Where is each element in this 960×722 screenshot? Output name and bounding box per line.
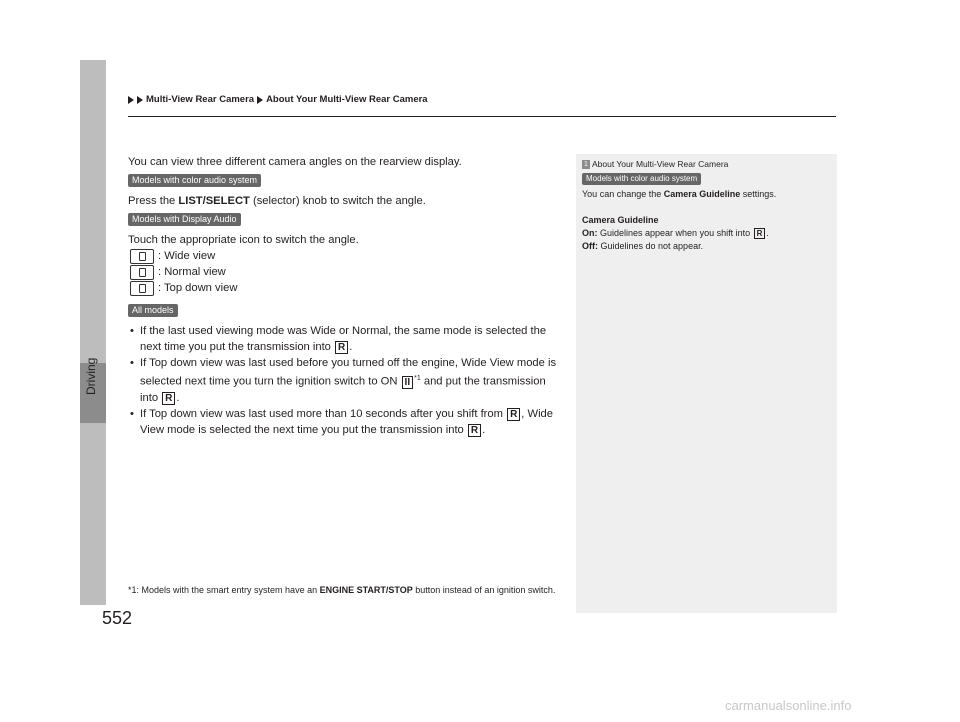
bullet-list — [128, 323, 558, 438]
section-label: Driving — [84, 357, 98, 395]
top-down-view-icon — [130, 281, 154, 296]
model-badge: All models — [128, 304, 178, 317]
reverse-key-icon: R — [754, 228, 766, 239]
header-rule — [128, 116, 836, 117]
list-item: • If the last used viewing mode was Wide or Normal, the same mode is selected the next time you put the transmission into R . — [140, 323, 558, 355]
view-option: : Wide view — [130, 248, 558, 264]
model-badge: Models with color audio system — [582, 173, 701, 185]
triangle-icon — [257, 96, 263, 104]
list-item: • If Top down view was last used more than 10 seconds after you shift from R , Wide View mode is selected the next time you put the transmission into R . — [140, 406, 558, 438]
view-option: : Top down view — [130, 280, 558, 296]
reverse-key-icon: R — [507, 408, 520, 421]
touch-instruction: Touch the appropriate icon to switch the angle. — [128, 234, 359, 246]
reverse-key-icon: R — [468, 424, 481, 437]
sidebar-off-text: Off: Guidelines do not appear. — [582, 241, 704, 251]
sidebar-on-text: On: Guidelines appear when you shift into R . — [582, 228, 769, 238]
reference-number-icon: 1 — [582, 160, 590, 169]
reverse-key-icon: R — [162, 392, 175, 405]
sidebar-body — [582, 172, 830, 253]
press-instruction: Press the LIST/SELECT (selector) knob to switch the angle. — [128, 195, 426, 207]
reverse-key-icon: R — [335, 341, 348, 354]
view-option: : Normal view — [130, 264, 558, 280]
model-badge: Models with Display Audio — [128, 213, 241, 226]
sidebar-title: 1 About Your Multi-View Rear Camera — [582, 159, 728, 169]
breadcrumb-item: About Your Multi-View Rear Camera — [266, 94, 428, 105]
page-number: 552 — [102, 608, 133, 628]
sidebar-text: You can change the Camera Guideline settings. — [582, 189, 777, 199]
breadcrumb-item: Multi-View Rear Camera — [146, 94, 255, 105]
ignition-on-key-icon: II — [402, 376, 414, 389]
normal-view-icon — [130, 265, 154, 280]
triangle-icon — [137, 96, 143, 104]
side-tab — [80, 60, 106, 605]
wide-view-icon — [130, 249, 154, 264]
triangle-icon — [128, 96, 134, 104]
main-content — [128, 154, 558, 438]
intro-text: You can view three different camera angles on the rearview display. — [128, 156, 462, 168]
model-badge: Models with color audio system — [128, 174, 261, 187]
watermark: carmanualsonline.info — [725, 698, 852, 713]
breadcrumb — [128, 94, 428, 105]
footnote: *1: Models with the smart entry system have an ENGINE START/STOP button instead of an ignition switch. — [128, 585, 556, 595]
list-item: • If Top down view was last used before you turned off the engine, Wide View mode is selected next time you turn the ignition switch to ON II $^{*1}$ and put the transmission into R . — [140, 355, 558, 406]
sidebar-heading: Camera Guideline — [582, 215, 659, 225]
